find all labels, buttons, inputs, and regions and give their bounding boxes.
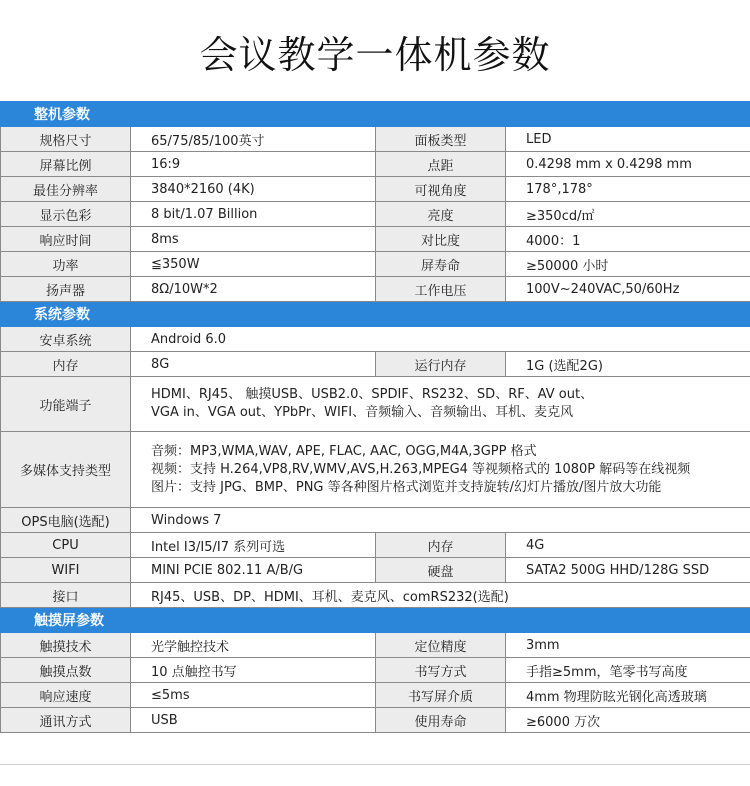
table-row	[1, 583, 750, 608]
spec-value: 8ms	[131, 227, 376, 252]
spec-value: 3mm	[506, 633, 750, 658]
spec-value: Intel I3/I5/I7 系列可选	[131, 533, 376, 558]
spec-value: Android 6.0	[131, 327, 750, 352]
section-title: 触摸屏参数	[1, 608, 750, 633]
table-row	[1, 327, 750, 352]
spec-label: 书写屏介质	[376, 683, 506, 708]
spec-value: ≤5ms	[131, 683, 376, 708]
spec-value: ≥350cd/㎡	[506, 202, 750, 227]
spec-label: 功能端子	[1, 377, 131, 432]
spec-label: 功率	[1, 252, 131, 277]
spec-value: USB	[131, 708, 376, 733]
spec-value: 8G	[131, 352, 376, 377]
spec-label: 硬盘	[376, 558, 506, 583]
spec-line: 图片：支持 JPG、BMP、PNG 等各种图片格式浏览并支持旋转/幻灯片播放/图片放大功能	[151, 479, 662, 495]
spec-label: CPU	[1, 533, 131, 558]
spec-label: 屏幕比例	[1, 152, 131, 177]
table-row	[1, 533, 750, 558]
spec-label: 亮度	[376, 202, 506, 227]
page-title: 会议教学一体机参数	[199, 33, 551, 77]
spec-value: LED	[506, 127, 750, 152]
spec-label: 可视角度	[376, 177, 506, 202]
spec-label: 内存	[1, 352, 131, 377]
table-row	[1, 633, 750, 658]
spec-label: 面板类型	[376, 127, 506, 152]
table-row	[1, 202, 750, 227]
table-row	[1, 277, 750, 302]
spec-value: 手指≥5mm，笔零书写高度	[506, 658, 750, 683]
table-row	[1, 558, 750, 583]
spec-value: 4000：1	[506, 227, 750, 252]
spec-line: VGA in、VGA out、YPbPr、WIFI、音频输入、音频输出、耳机、麦克风	[151, 405, 574, 420]
spec-label: 接口	[1, 583, 131, 608]
spec-label: 触摸点数	[1, 658, 131, 683]
section-header-system	[1, 302, 750, 327]
spec-label: 显示色彩	[1, 202, 131, 227]
section-title: 整机参数	[1, 102, 750, 127]
spec-label: 最佳分辨率	[1, 177, 131, 202]
spec-label: 响应时间	[1, 227, 131, 252]
section-header-whole-machine	[1, 102, 750, 127]
spec-value-multiline	[131, 432, 750, 508]
spec-value: Windows 7	[131, 508, 750, 533]
spec-value: 65/75/85/100英寸	[131, 127, 376, 152]
table-row	[1, 377, 750, 432]
section-title: 系统参数	[1, 302, 750, 327]
spec-value: ≥6000 万次	[506, 708, 750, 733]
table-row	[1, 708, 750, 733]
table-row	[1, 658, 750, 683]
spec-label: 屏寿命	[376, 252, 506, 277]
spec-value: 1G (选配2G)	[506, 352, 750, 377]
spec-value: ≦350W	[131, 252, 376, 277]
spec-label: 触摸技术	[1, 633, 131, 658]
spec-label: 定位精度	[376, 633, 506, 658]
spec-label: 规格尺寸	[1, 127, 131, 152]
spec-label: WIFI	[1, 558, 131, 583]
table-row	[1, 177, 750, 202]
spec-value-multiline	[131, 377, 750, 432]
table-row	[1, 352, 750, 377]
spec-value: 10 点触控书写	[131, 658, 376, 683]
spec-table	[0, 101, 750, 733]
spec-label: 多媒体支持类型	[1, 432, 131, 508]
spec-label: 通讯方式	[1, 708, 131, 733]
spec-label: 响应速度	[1, 683, 131, 708]
spec-value: 178°,178°	[506, 177, 750, 202]
section-header-touch	[1, 608, 750, 633]
spec-value: ≥50000 小时	[506, 252, 750, 277]
table-row	[1, 127, 750, 152]
spec-label: 扬声器	[1, 277, 131, 302]
spec-value: 0.4298 mm x 0.4298 mm	[506, 152, 750, 177]
bottom-divider	[0, 764, 750, 765]
spec-value: 16:9	[131, 152, 376, 177]
spec-line: HDMI、RJ45、 触摸USB、USB2.0、SPDIF、RS232、SD、RF、AV out、	[151, 387, 594, 402]
spec-label: OPS电脑(选配)	[1, 508, 131, 533]
table-row	[1, 252, 750, 277]
spec-value: SATA2 500G HHD/128G SSD	[506, 558, 750, 583]
table-row	[1, 152, 750, 177]
spec-label: 工作电压	[376, 277, 506, 302]
spec-value: 3840*2160 (4K)	[131, 177, 376, 202]
spec-line: 视频：支持 H.264,VP8,RV,WMV,AVS,H.263,MPEG4 等视频格式的 1080P 解码等在线视频	[151, 461, 691, 477]
table-row	[1, 683, 750, 708]
spec-value: 8 bit/1.07 Billion	[131, 202, 376, 227]
spec-label: 运行内存	[376, 352, 506, 377]
spec-value: 100V~240VAC,50/60Hz	[506, 277, 750, 302]
spec-value: 光学触控技术	[131, 633, 376, 658]
spec-label: 点距	[376, 152, 506, 177]
table-row	[1, 227, 750, 252]
table-row	[1, 432, 750, 508]
spec-value: RJ45、USB、DP、HDMI、耳机、麦克风、comRS232(选配)	[131, 583, 750, 608]
spec-value: 4G	[506, 533, 750, 558]
spec-label: 内存	[376, 533, 506, 558]
spec-label: 对比度	[376, 227, 506, 252]
spec-label: 使用寿命	[376, 708, 506, 733]
spec-value: 8Ω/10W*2	[131, 277, 376, 302]
spec-line: 音频：MP3,WMA,WAV, APE, FLAC, AAC, OGG,M4A,3GPP 格式	[151, 443, 537, 459]
spec-label: 书写方式	[376, 658, 506, 683]
table-row	[1, 508, 750, 533]
spec-value: MINI PCIE 802.11 A/B/G	[131, 558, 376, 583]
spec-value: 4mm 物理防眩光钢化高透玻璃	[506, 683, 750, 708]
spec-label: 安卓系统	[1, 327, 131, 352]
